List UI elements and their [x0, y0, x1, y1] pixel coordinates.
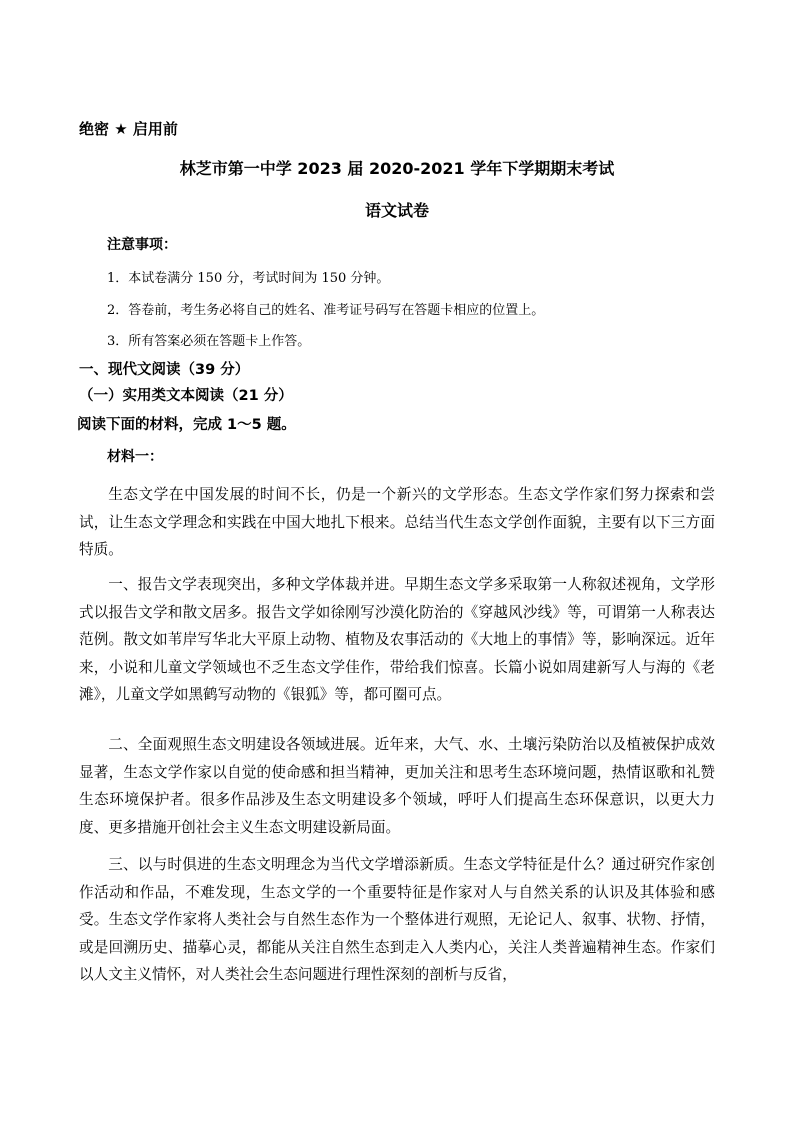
subsection-title: （一）实用类文本阅读（21 分）	[79, 388, 293, 404]
notice-item: 2．答卷前，考生务必将自己的姓名、准考证号码写在答题卡相应的位置上。	[107, 303, 545, 318]
reading-instruction: 阅读下面的材料，完成 1～5 题。	[77, 417, 296, 433]
section-title: 一、现代文阅读（39 分）	[79, 362, 250, 378]
notice-item: 1．本试卷满分 150 分，考试时间为 150 分钟。	[107, 271, 390, 286]
notice-item: 3．所有答案必须在答题卡上作答。	[107, 334, 311, 349]
notice-heading: 注意事项：	[107, 237, 177, 253]
material-label: 材料一：	[107, 449, 163, 465]
body-paragraph: 二、全面观照生态文明建设各领域进展。近年来，大气、水、土壤污染防治以及植被保护成效显著，生态文学作家以自觉的使命感和担当精神，更加关注和思考生态环境问题，热情讴歌和礼赞生态环境保护者。很多作品涉及生态文明建设多个领域，呼吁人们提高生态环保意识，以更大力度、更多措施开创社会主义生态文明建设新局面。	[79, 736, 715, 836]
body-paragraph: 一、报告文学表现突出，多种文学体裁并进。早期生态文学多采取第一人称叙述视角，文学形式以报告文学和散文居多。报告文学如徐刚写沙漠化防治的《穿越风沙线》等，可谓第一人称表达范例。散文如苇岸写华北大平原上动物、植物及农事活动的《大地上的事情》等，影响深远。近年来，小说和儿童文学领域也不乏生态文学佳作，带给我们惊喜。长篇小说如周建新写人与海的《老滩》，儿童文学如黑鹤写动物的《银狐》等，都可圈可点。	[79, 576, 715, 703]
paper-subtitle: 语文试卷	[364, 201, 429, 220]
confidential-mark: 绝密 ★ 启用前	[79, 120, 178, 138]
body-paragraph: 生态文学在中国发展的时间不长，仍是一个新兴的文学形态。生态文学作家们努力探索和尝试，让生态文学理念和实践在中国大地扎下根来。总结当代生态文学创作面貌，主要有以下三方面特质。	[79, 486, 715, 558]
body-paragraph: 三、以与时俱进的生态文明理念为当代文学增添新质。生态文学特征是什么？通过研究作家创作活动和作品，不难发现，生态文学的一个重要特征是作家对人与自然关系的认识及其体验和感受。生态文学作家将人类社会与自然生态作为一个整体进行观照，无论记人、叙事、状物、抒情，或是回溯历史、描摹心灵，都能从关注自然生态到走入人类内心，关注人类普遍精神生态。作家们以人文主义情怀，对人类社会生态问题进行理性深刻的剖析与反省，	[79, 856, 715, 983]
exam-title: 林芝市第一中学 2023 届 2020-2021 学年下学期期末考试	[179, 159, 615, 178]
